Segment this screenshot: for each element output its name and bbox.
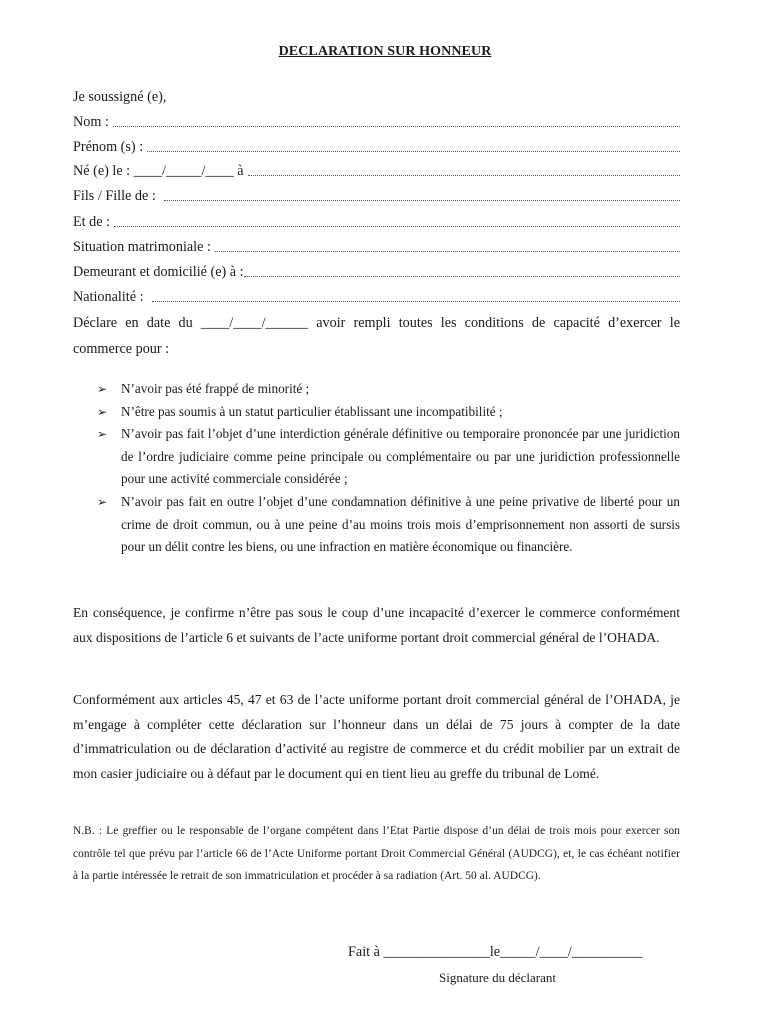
list-item	[97, 401, 680, 424]
signature-label: Signature du déclarant	[439, 970, 556, 985]
prenom-dotted-line	[147, 150, 680, 152]
document-title: DECLARATION SUR HONNEUR	[278, 44, 492, 59]
birth-label: Né (e) le : ____/_____/____ à	[73, 163, 244, 179]
demeurant-field[interactable]	[73, 264, 680, 280]
declare-line-2: commerce pour :	[73, 341, 170, 357]
nb-note: N.B. : Le greffier ou le responsable de l’organe compétent dans l’Etat Partie dispose d’un délai de trois mois pour exercer son contrôle tel que prévu par l’article 66 de l’Acte Uniforme portant Droit Commercial Général (AUDCG), et, le cas échéant notifier à la partie intéressée le retrait de son immatriculation et procéder à sa radiation (Art. 50 al. AUDCG).	[73, 825, 680, 882]
nom-dotted-line	[113, 125, 680, 127]
condition-text: N’avoir pas fait en outre l’objet d’une condamnation définitive à une peine privative de liberté pour un crime de droit commun, ou à une peine d’au moins trois mois d’emprisonnement non assorti de sursis pour un délit contre les biens, ou une infraction en matière économique ou financière.	[121, 493, 680, 555]
demeurant-dotted-line	[244, 275, 680, 277]
intro-text: Je soussigné (e),	[73, 89, 167, 105]
engagement-paragraph: Conformément aux articles 45, 47 et 63 de l’acte uniforme portant droit commercial général de l’OHADA, je m’engage à compléter cette déclaration sur l’honneur dans un délai de 75 jours à compter de la date d’immatriculation ou de déclaration d’activité au registre de commerce et du crédit mobilier par un extrait de mon casier judiciaire ou à défaut par le document qui en tient lieu au greffe du tribunal de Lomé.	[73, 692, 680, 781]
et-de-label: Et de :	[73, 214, 111, 230]
consequence-paragraph: En conséquence, je confirme n’être pas sous le coup d’une incapacité d’exercer le commerce conformément aux dispositions de l’article 6 et suivants de l’acte uniforme portant droit commercial général de l’OHADA.	[73, 605, 680, 645]
nom-field[interactable]	[73, 114, 680, 130]
arrow-bullet-icon: ➢	[97, 427, 108, 442]
birth-field[interactable]	[73, 163, 680, 179]
prenom-label: Prénom (s) :	[73, 139, 144, 155]
birth-dotted-line	[248, 174, 680, 176]
situation-dotted-line	[215, 250, 680, 252]
nom-label: Nom :	[73, 114, 109, 130]
demeurant-label: Demeurant et domicilié (e) à :	[73, 264, 244, 280]
place-date-line: Fait à _______________le_____/____/__________	[348, 944, 643, 960]
declare-line-1: Déclare en date du ____/____/______ avoir rempli toutes les conditions de capacité d’exercer le	[73, 315, 680, 331]
condition-text: N’être pas soumis à un statut particulier établissant une incompatibilité ;	[121, 403, 503, 419]
nationalite-label: Nationalité :	[73, 289, 144, 305]
nationalite-dotted-line	[152, 300, 680, 302]
arrow-bullet-icon: ➢	[97, 494, 108, 509]
conditions-list	[97, 378, 680, 559]
nationalite-field[interactable]	[73, 289, 680, 305]
arrow-bullet-icon: ➢	[97, 382, 108, 396]
et-de-field[interactable]	[73, 214, 680, 230]
list-item	[97, 378, 680, 401]
fils-dotted-line	[164, 199, 680, 201]
condition-text: N’avoir pas fait l’objet d’une interdiction générale définitive ou temporaire prononcée par une juridiction de l’ordre judiciaire comme peine principale ou complémentaire ou par une juridiction professionnelle pour une activité commerciale considérée ;	[121, 426, 680, 487]
et-de-dotted-line	[114, 225, 680, 227]
fils-label: Fils / Fille de :	[73, 188, 156, 204]
list-item	[97, 423, 680, 491]
arrow-bullet-icon: ➢	[97, 404, 108, 419]
situation-field[interactable]	[73, 239, 680, 255]
list-item	[97, 491, 680, 559]
fils-field[interactable]	[73, 188, 680, 204]
situation-label: Situation matrimoniale :	[73, 239, 211, 255]
condition-text: N’avoir pas été frappé de minorité ;	[121, 381, 310, 396]
prenom-field[interactable]	[73, 139, 680, 155]
